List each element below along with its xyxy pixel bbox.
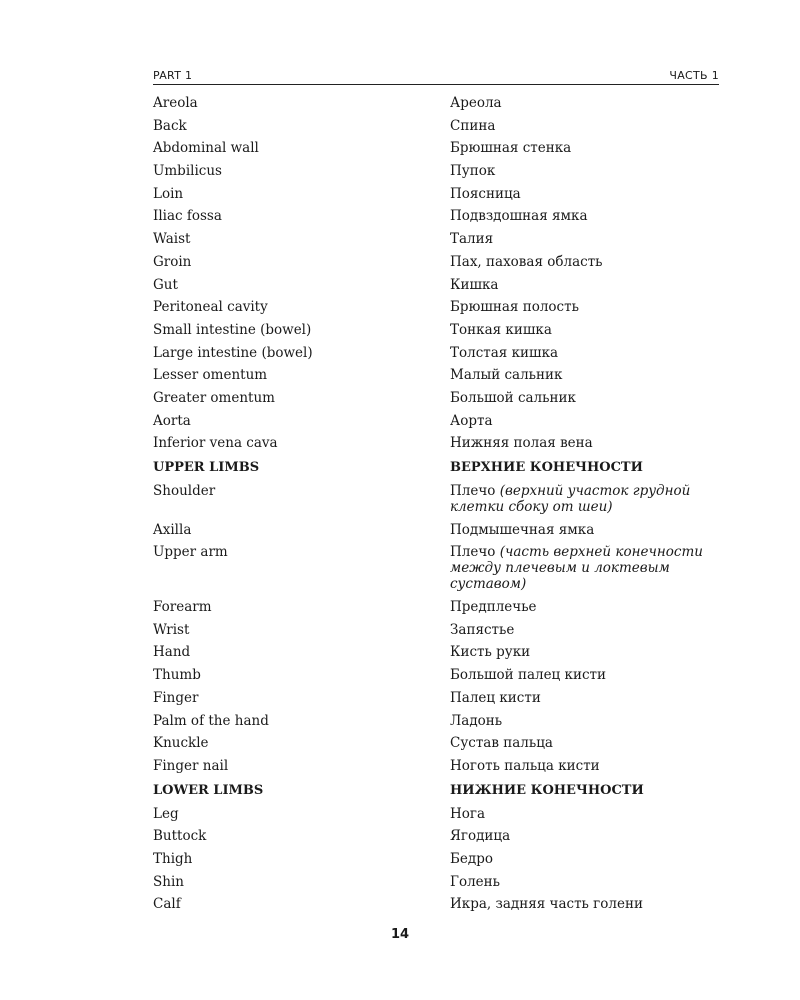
- term-ru-text: Икра, задняя часть голени: [450, 896, 643, 913]
- term-ru: [450, 483, 719, 515]
- term-en: Groin: [153, 253, 192, 270]
- glossary-row: [153, 118, 719, 134]
- term-ru: [450, 345, 719, 361]
- section-heading: [153, 460, 719, 476]
- term-en: Iliac fossa: [153, 208, 222, 225]
- glossary-row: [153, 522, 719, 538]
- term-en: Shoulder: [153, 483, 216, 499]
- term-ru-text: Поясница: [450, 185, 521, 202]
- term-en: Hand: [153, 644, 191, 661]
- glossary-row: [153, 345, 719, 361]
- term-en: Forearm: [153, 599, 212, 616]
- glossary-row: [153, 828, 719, 844]
- glossary-row: [153, 186, 719, 202]
- term-ru-text: Брюшная стенка: [450, 140, 572, 157]
- glossary-row: [153, 413, 719, 429]
- glossary-row: [153, 231, 719, 247]
- term-en: Waist: [153, 231, 191, 248]
- term-ru-text: Бедро: [450, 850, 493, 867]
- glossary-row: [153, 367, 719, 383]
- glossary-row: [153, 277, 719, 293]
- term-ru-text: Тонкая кишка: [450, 321, 552, 338]
- term-ru-text: Ладонь: [450, 712, 503, 729]
- header-part-ru: ЧАСТЬ 1: [669, 69, 719, 82]
- term-en: Thumb: [153, 667, 201, 684]
- glossary-row: [153, 713, 719, 729]
- term-ru-text: Талия: [450, 231, 494, 248]
- term-en: Large intestine (bowel): [153, 344, 313, 361]
- term-ru-text: Толстая кишка: [450, 344, 559, 361]
- page-number: 14: [390, 927, 410, 942]
- term-en: Finger: [153, 689, 199, 706]
- term-ru: [450, 806, 719, 822]
- term-ru: [450, 828, 719, 844]
- term-en: Gut: [153, 276, 178, 293]
- glossary-row: [153, 874, 719, 890]
- term-ru: [450, 522, 719, 538]
- term-ru: [450, 851, 719, 867]
- term-ru: [450, 413, 719, 429]
- glossary-row: [153, 163, 719, 179]
- term-ru-text: Брюшная полость: [450, 299, 579, 316]
- term-ru-text: Сустав пальца: [450, 735, 553, 752]
- term-ru-text: Подмышечная ямка: [450, 521, 595, 538]
- term-en: Greater omentum: [153, 389, 275, 406]
- term-en: Calf: [153, 896, 181, 913]
- term-en: Palm of the hand: [153, 712, 269, 729]
- glossary-row: [153, 622, 719, 638]
- section-heading: [153, 783, 719, 799]
- term-ru-text: Нижняя полая вена: [450, 435, 593, 452]
- glossary-row: [153, 140, 719, 156]
- term-ru-text: Подвздошная ямка: [450, 208, 588, 225]
- glossary-row: [153, 435, 719, 451]
- term-ru-text: Аорта: [450, 412, 493, 429]
- section-heading-en: LOWER LIMBS: [153, 782, 264, 798]
- term-ru: [450, 874, 719, 890]
- term-ru-text: Ягодица: [450, 828, 511, 845]
- term-ru-text: Ареола: [450, 95, 502, 111]
- term-ru-text: Большой палец кисти: [450, 667, 606, 684]
- term-en: Upper arm: [153, 544, 228, 561]
- term-ru: [450, 140, 719, 156]
- section-heading-ru: НИЖНИЕ КОНЕЧНОСТИ: [450, 782, 644, 798]
- glossary-row: [153, 390, 719, 406]
- term-ru-text: Спина: [450, 117, 496, 134]
- term-ru: [450, 667, 719, 683]
- term-ru: [450, 118, 719, 134]
- section-heading-en: UPPER LIMBS: [153, 460, 260, 476]
- term-en: Back: [153, 117, 187, 134]
- glossary-row: [153, 690, 719, 706]
- term-en: Knuckle: [153, 735, 209, 752]
- term-ru: [450, 322, 719, 338]
- glossary-row: [153, 254, 719, 270]
- term-ru: [450, 690, 719, 706]
- term-ru: [450, 231, 719, 247]
- term-en: Areola: [153, 95, 198, 111]
- header-part-en: PART 1: [153, 69, 193, 82]
- term-ru: [450, 186, 719, 202]
- glossary-row: [153, 299, 719, 315]
- term-en: Finger nail: [153, 757, 229, 774]
- term-ru-text: Предплечье: [450, 599, 537, 616]
- glossary-row: [153, 599, 719, 615]
- term-en: Shin: [153, 873, 184, 890]
- term-ru-text: Нога: [450, 805, 486, 822]
- glossary-row: [153, 667, 719, 683]
- term-ru: [450, 644, 719, 660]
- term-ru: [450, 735, 719, 751]
- page: [153, 68, 719, 919]
- term-ru: [450, 367, 719, 383]
- term-ru: [450, 713, 719, 729]
- term-en: Buttock: [153, 828, 207, 845]
- term-en: Axilla: [153, 521, 192, 538]
- glossary-row: [153, 208, 719, 224]
- glossary-row: [153, 851, 719, 867]
- term-ru-text: Пупок: [450, 163, 496, 180]
- term-ru-text: Плечо: [450, 544, 496, 561]
- term-ru: [450, 277, 719, 293]
- term-ru: [450, 622, 719, 638]
- term-ru-text: Палец кисти: [450, 689, 541, 706]
- term-ru-text: Ноготь пальца кисти: [450, 757, 600, 774]
- term-ru-note: (часть верхней конечности между плечевым и локтевым суставом): [450, 544, 703, 593]
- term-en: Abdominal wall: [153, 140, 259, 157]
- glossary-row: [153, 735, 719, 751]
- term-ru: [450, 390, 719, 406]
- glossary-row: [153, 483, 719, 515]
- term-ru-text: Кишка: [450, 276, 499, 293]
- term-ru-text: Кисть руки: [450, 644, 531, 661]
- term-ru-text: Голень: [450, 873, 500, 890]
- term-en: Peritoneal cavity: [153, 299, 268, 316]
- term-en: Lesser omentum: [153, 367, 268, 384]
- term-en: Thigh: [153, 850, 193, 867]
- term-en: Aorta: [153, 412, 191, 429]
- term-en: Inferior vena cava: [153, 435, 278, 452]
- term-ru: [450, 758, 719, 774]
- term-en: Loin: [153, 185, 184, 202]
- glossary-table: [153, 95, 719, 912]
- term-ru: [450, 254, 719, 270]
- term-ru: [450, 299, 719, 315]
- running-header: [153, 68, 719, 85]
- glossary-row: [153, 322, 719, 338]
- glossary-row: [153, 758, 719, 774]
- term-ru-note: (верхний участок грудной клетки сбоку от шеи): [450, 483, 691, 515]
- glossary-row: [153, 95, 719, 111]
- term-ru: [450, 208, 719, 224]
- section-heading-ru: ВЕРХНИЕ КОНЕЧНОСТИ: [450, 460, 643, 476]
- glossary-row: [153, 644, 719, 660]
- term-ru-text: Запястье: [450, 621, 515, 638]
- term-ru: [450, 163, 719, 179]
- glossary-row: [153, 806, 719, 822]
- term-ru: [450, 896, 719, 912]
- term-ru: [450, 95, 719, 111]
- term-ru-text: Плечо: [450, 483, 496, 499]
- term-ru: [450, 435, 719, 451]
- term-ru-text: Пах, паховая область: [450, 253, 603, 270]
- term-ru: [450, 544, 719, 592]
- glossary-row: [153, 544, 719, 592]
- term-ru-text: Большой сальник: [450, 389, 576, 406]
- term-en: Leg: [153, 805, 179, 822]
- term-en: Small intestine (bowel): [153, 321, 312, 338]
- term-ru-text: Малый сальник: [450, 367, 563, 384]
- term-en: Wrist: [153, 621, 190, 638]
- glossary-row: [153, 896, 719, 912]
- term-ru: [450, 599, 719, 615]
- term-en: Umbilicus: [153, 163, 222, 180]
